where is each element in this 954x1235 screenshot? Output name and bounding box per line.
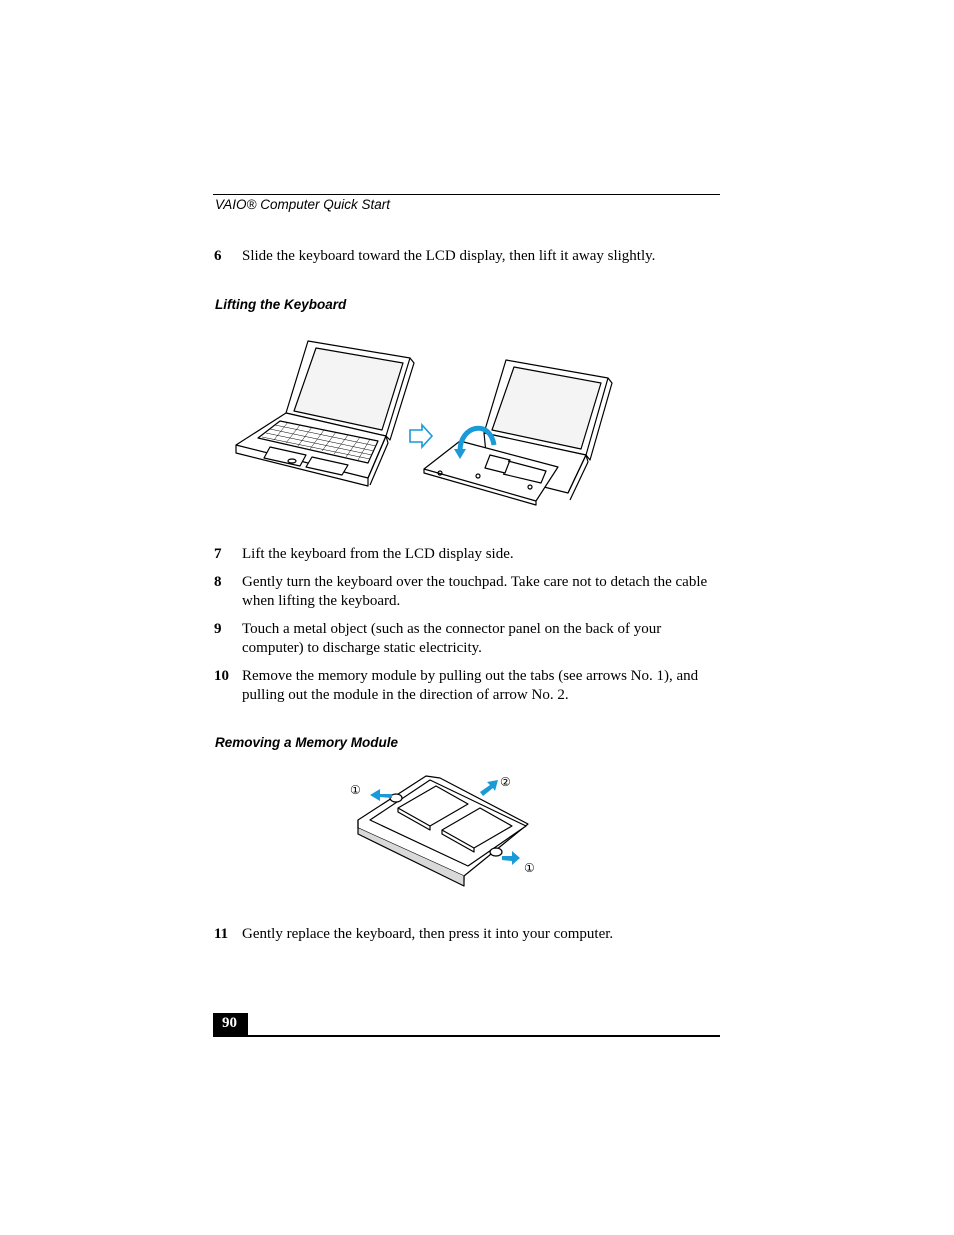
callout-1-top: ① — [350, 783, 361, 797]
step-11 — [214, 925, 724, 944]
laptop-closed-keyboard-drawing — [236, 341, 414, 486]
figure-caption-memory-module: Removing a Memory Module — [215, 735, 399, 750]
page-number: 90 — [222, 1015, 237, 1031]
memory-module-illustration — [340, 768, 550, 890]
tab-arrow-right-icon — [502, 851, 520, 865]
tab-arrow-left-icon — [370, 789, 392, 801]
step-7 — [214, 545, 724, 564]
callout-1-bottom: ① — [524, 861, 535, 875]
memory-slot-drawing — [358, 776, 528, 886]
next-step-arrow-icon — [410, 425, 432, 447]
step-6 — [214, 247, 724, 266]
lifting-keyboard-illustration — [228, 333, 618, 508]
step-number: 6 — [214, 248, 222, 264]
step-text: Gently replace the keyboard, then press it into your computer. — [242, 926, 614, 942]
figure-caption-lifting-keyboard: Lifting the Keyboard — [215, 297, 347, 312]
step-9 — [214, 620, 724, 658]
step-text: Gently turn the keyboard over the touchpad. Take care not to detach the cable when lifting the keyboard. — [242, 574, 708, 609]
step-number: 10 — [214, 668, 229, 684]
pull-arrow-icon — [480, 780, 498, 796]
footer-rule — [213, 1035, 720, 1037]
step-8 — [214, 573, 724, 611]
laptop-keyboard-lifted-drawing — [424, 360, 612, 505]
step-number: 9 — [214, 621, 222, 637]
step-text: Touch a metal object (such as the connector panel on the back of your computer) to discharge static electricity. — [242, 621, 662, 656]
running-header: VAIO® Computer Quick Start — [215, 197, 391, 212]
step-text: Remove the memory module by pulling out the tabs (see arrows No. 1), and pulling out the module in the direction of arrow No. 2. — [242, 668, 699, 703]
step-number: 7 — [214, 546, 222, 562]
step-10 — [214, 667, 724, 705]
step-text: Lift the keyboard from the LCD display side. — [242, 546, 514, 562]
step-text: Slide the keyboard toward the LCD display, then lift it away slightly. — [242, 248, 656, 264]
step-number: 11 — [214, 926, 229, 942]
header-rule — [213, 194, 720, 195]
callout-2: ② — [500, 775, 511, 789]
step-number: 8 — [214, 574, 222, 590]
